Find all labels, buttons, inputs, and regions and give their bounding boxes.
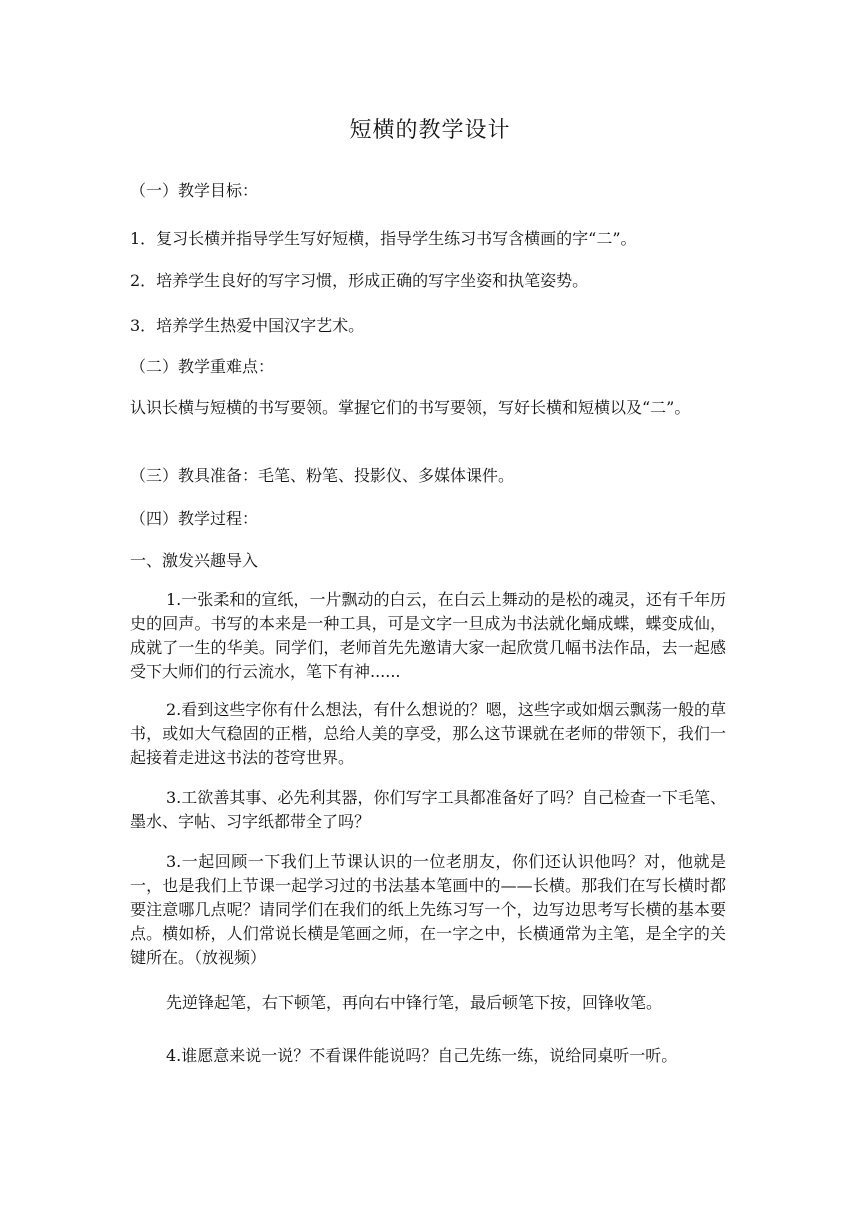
paragraph: 2.看到这些字你有什么想法，有什么想说的？嗯，这些字或如烟云飘荡一般的草书，或如大气稳固的正楷，总给人美的享受，那么这节课就在老师的带领下，我们一起接着走进这书法的苍穹世界。 [130, 700, 726, 767]
paragraph: 1.一张柔和的宣纸，一片飘动的白云，在白云上舞动的是松的魂灵，还有千年历史的回声。书写的本来是一种工具，可是文字一旦成为书法就化蛹成蝶，蝶变成仙，成就了一生的华美。同学们，老师首先先邀请大家一起欣赏几幅书法作品，去一起感受下大师们的行云流水，笔下有神...... [130, 590, 726, 681]
keypoints-text: 认识长横与短横的书写要领。掌握它们的书写要领，写好长横和短横以及“二”。 [130, 398, 691, 417]
paragraph: 4.谁愿意来说一说？不看课件能说吗？自己先练一练，说给同桌听一听。 [166, 1046, 678, 1065]
document-title: 短横的教学设计 [349, 118, 511, 143]
stroke-steps: 先逆锋起笔，右下顿笔，再向右中锋行笔，最后顿笔下按，回锋收笔。 [166, 993, 663, 1012]
paragraph: 3.一起回顾一下我们上节课认识的一位老朋友，你们还认识他吗？对，他就是一，也是我们上节课一起学习过的书法基本笔画中的——长横。那我们在写长横时都要注意哪几点呢？请同学们在我们的纸上先练习写一个，边写边思考写长横的基本要点。横如桥，人们常说长横是笔画之师，在一字之中，长横通常为主笔，是全字的关键所在。（放视频） [130, 852, 726, 967]
process-heading: （四）教学过程： [130, 509, 259, 528]
paragraph: 3.工欲善其事、必先利其器，你们写字工具都准备好了吗？自己检查一下毛笔、墨水、字帖、习字纸都带全了吗？ [130, 788, 726, 831]
keypoints-heading: （二）教学重难点： [130, 357, 275, 376]
tools-line: （三）教具准备：毛笔、粉笔、投影仪、多媒体课件。 [130, 466, 515, 485]
part-one-heading: 一、激发兴趣导入 [130, 551, 259, 570]
objectives-heading: （一）教学目标： [130, 181, 259, 200]
objective-item: 3．培养学生热爱中国汉字艺术。 [130, 316, 365, 335]
objective-item: 1．复习长横并指导学生写好短横，指导学生练习书写含横画的字“二”。 [130, 229, 637, 248]
objective-item: 2．培养学生良好的写字习惯，形成正确的写字坐姿和执笔姿势。 [130, 271, 589, 290]
